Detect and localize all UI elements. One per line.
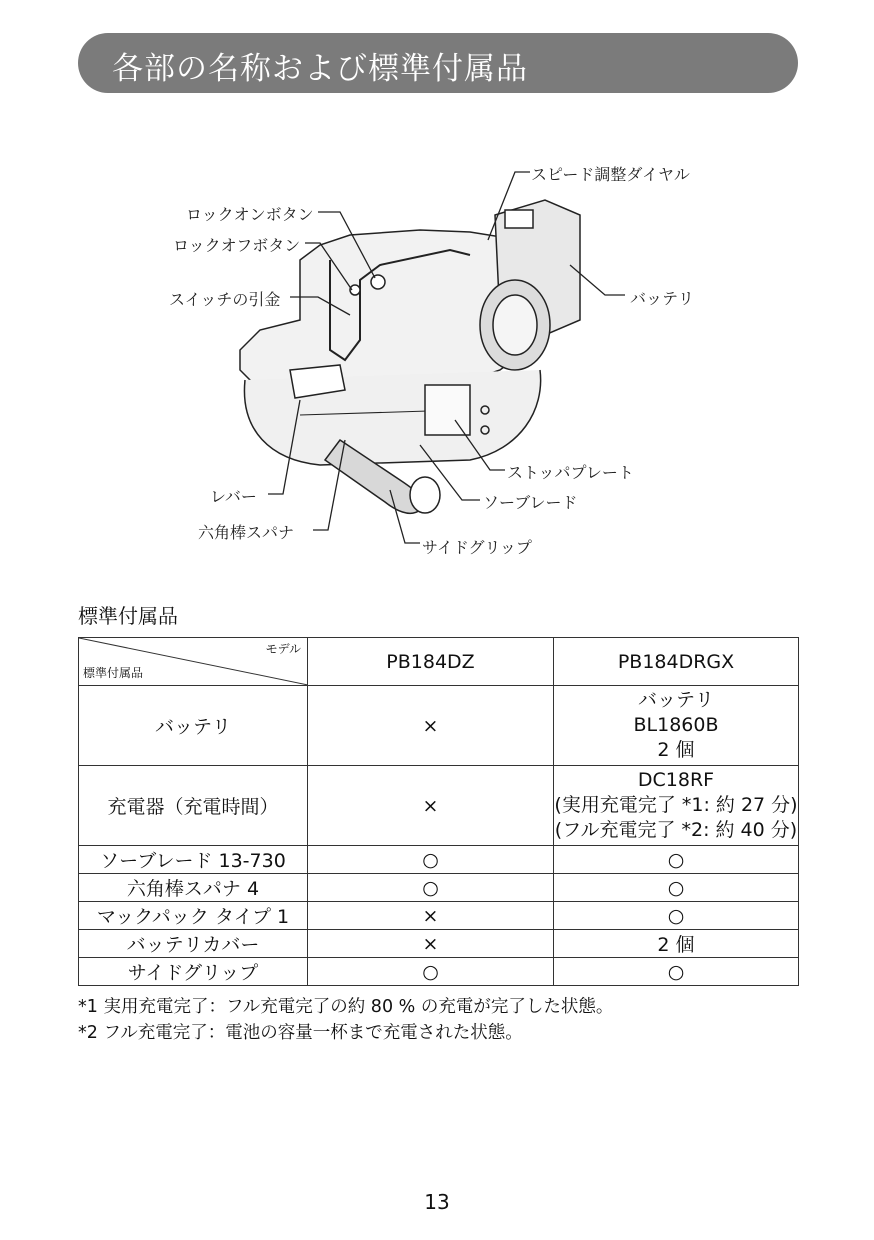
table-row xyxy=(79,874,799,902)
cell-dz: ○ xyxy=(308,846,554,874)
cell-dz: ○ xyxy=(308,874,554,902)
table-header-row xyxy=(79,638,799,686)
cell-line: BL1860B xyxy=(633,714,719,736)
row-item: バッテリカバー xyxy=(79,930,308,958)
footnote-2: *2 フル充電完了：電池の容量一杯まで充電された状態。 xyxy=(78,1023,523,1043)
model-header-drgx: PB184DRGX xyxy=(554,638,799,686)
band-saw-illustration xyxy=(0,140,874,580)
callout-lock-on-button: ロックオンボタン xyxy=(186,205,314,224)
cell-dz: × xyxy=(308,766,554,846)
cell-line: (実用充電完了 *1: 約 27 分) xyxy=(554,794,798,816)
callout-battery: バッテリ xyxy=(630,289,695,308)
table-row xyxy=(79,958,799,986)
table-row xyxy=(79,766,799,846)
cell-line: (フル充電完了 *2: 約 40 分) xyxy=(554,819,798,841)
table-corner-cell xyxy=(79,638,308,686)
cell-dz: ○ xyxy=(308,958,554,986)
row-item: サイドグリップ xyxy=(79,958,308,986)
accessories-table xyxy=(78,637,799,986)
callout-hex-wrench: 六角棒スパナ xyxy=(198,523,295,542)
callout-side-grip: サイドグリップ xyxy=(422,538,532,557)
callout-stopper-plate: ストッパプレート xyxy=(507,463,634,482)
row-item: バッテリ xyxy=(79,686,308,766)
cell-drgx xyxy=(554,686,799,766)
model-header-dz: PB184DZ xyxy=(308,638,554,686)
cell-line: バッテリ xyxy=(637,689,714,711)
cell-drgx: ○ xyxy=(554,902,799,930)
cell-drgx: ○ xyxy=(554,874,799,902)
cell-drgx: ○ xyxy=(554,846,799,874)
cell-dz: × xyxy=(308,686,554,766)
title-banner xyxy=(78,33,798,93)
cell-drgx: ○ xyxy=(554,958,799,986)
footnote-1: *1 実用充電完了：フル充電完了の約 80 % の充電が完了した状態。 xyxy=(78,997,614,1017)
cell-dz: × xyxy=(308,902,554,930)
callout-lock-off-button: ロックオフボタン xyxy=(173,236,301,255)
table-row xyxy=(79,902,799,930)
cell-line: DC18RF xyxy=(637,769,715,791)
table-row xyxy=(79,930,799,958)
page-title: 各部の名称および標準付属品 xyxy=(112,51,528,87)
callout-speed-dial: スピード調整ダイヤル xyxy=(531,165,690,184)
table-row xyxy=(79,686,799,766)
row-item: ソーブレード 13-730 xyxy=(79,846,308,874)
row-item: 六角棒スパナ 4 xyxy=(79,874,308,902)
callout-lever: レバー xyxy=(210,487,257,506)
accessories-heading: 標準付属品 xyxy=(78,604,178,628)
corner-accessory-label: 標準付属品 xyxy=(83,666,144,680)
corner-model-label: モデル xyxy=(265,642,301,656)
cell-drgx xyxy=(554,766,799,846)
cell-line: 2 個 xyxy=(657,739,695,761)
callout-saw-blade: ソーブレード xyxy=(483,493,578,512)
callout-trigger: スイッチの引金 xyxy=(169,290,281,309)
cell-dz: × xyxy=(308,930,554,958)
page-number: 13 xyxy=(424,1190,450,1214)
cell-drgx: 2 個 xyxy=(554,930,799,958)
row-item: 充電器（充電時間） xyxy=(79,766,308,846)
table-row xyxy=(79,846,799,874)
row-item: マックパック タイプ 1 xyxy=(79,902,308,930)
